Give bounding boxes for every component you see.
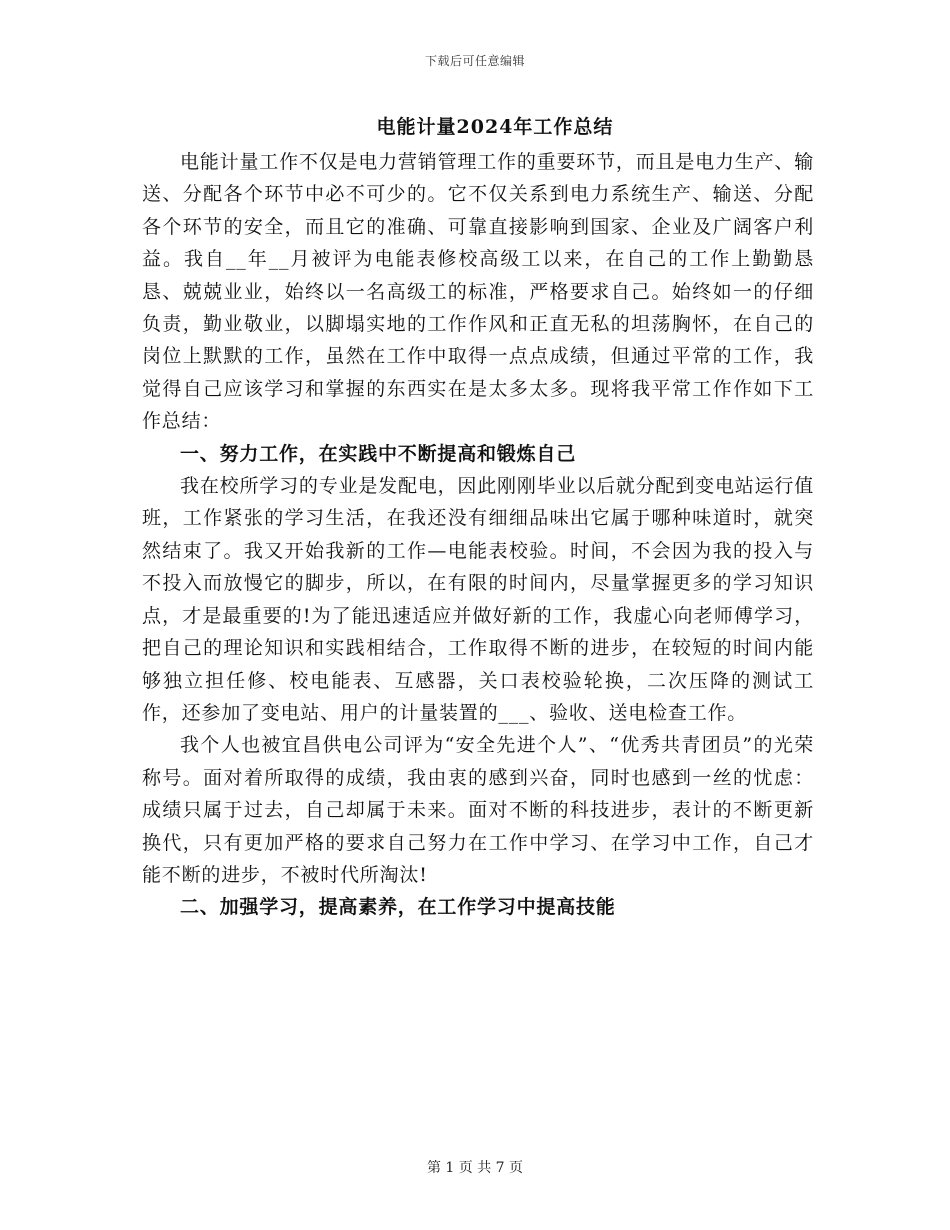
section-2-heading: 二、加强学习，提高素养，在工作学习中提高技能	[180, 896, 616, 919]
document-title: 电能计量2024年工作总结	[376, 116, 614, 138]
section-1-heading: 一、努力工作，在实践中不断提高和锻炼自己	[180, 442, 577, 465]
section-1-paragraph-2: 我个人也被宜昌供电公司评为“安全先进个人”、“优秀共青团员”的光荣称号。面对着所取得的成绩，我由衷的感到兴奋，同时也感到一丝的忧虑：成绩只属于过去，自己却属于未来。面对不断的科技进步，表计的不断更新换代，只有更加严格的要求自己努力在工作中学习、在学习中工作，自己才能不断的进步，不被时代所淘汰!	[142, 734, 814, 886]
document-body	[142, 146, 814, 924]
section-1-paragraph-1: 我在校所学习的专业是发配电，因此刚刚毕业以后就分配到变电站运行值班，工作紧张的学习生活，在我还没有细细品味出它属于哪种味道时，就突然结束了。我又开始我新的工作—电能表校验。时间，不会因为我的投入与不投入而放慢它的脚步，所以，在有限的时间内，尽量掌握更多的学习知识点，才是最重要的!为了能迅速适应并做好新的工作，我虚心向老师傅学习，把自己的理论知识和实践相结合，工作取得不断的进步，在较短的时间内能够独立担任修、校电能表、互感器，关口表校验轮换，二次压降的测试工作，还参加了变电站、用户的计量装置的___、验收、送电检查工作。	[142, 475, 814, 724]
intro-paragraph: 电能计量工作不仅是电力营销管理工作的重要环节，而且是电力生产、输送、分配各个环节中必不可少的。它不仅关系到电力系统生产、输送、分配各个环节的安全，而且它的准确、可靠直接影响到国家、企业及广阔客户利益。我自__年__月被评为电能表修校高级工以来，在自己的工作上勤勤恳恳、兢兢业业，始终以一名高级工的标准，严格要求自己。始终如一的仔细负责，勤业敬业，以脚塌实地的工作作风和正直无私的坦荡胸怀，在自己的岗位上默默的工作，虽然在工作中取得一点点成绩，但通过平常的工作，我觉得自己应该学习和掌握的东西实在是太多太多。现将我平常工作作如下工作总结：	[142, 151, 814, 433]
header-note: 下载后可任意编辑	[424, 54, 525, 68]
page-indicator: 第 1 页 共 7 页	[426, 1160, 524, 1176]
